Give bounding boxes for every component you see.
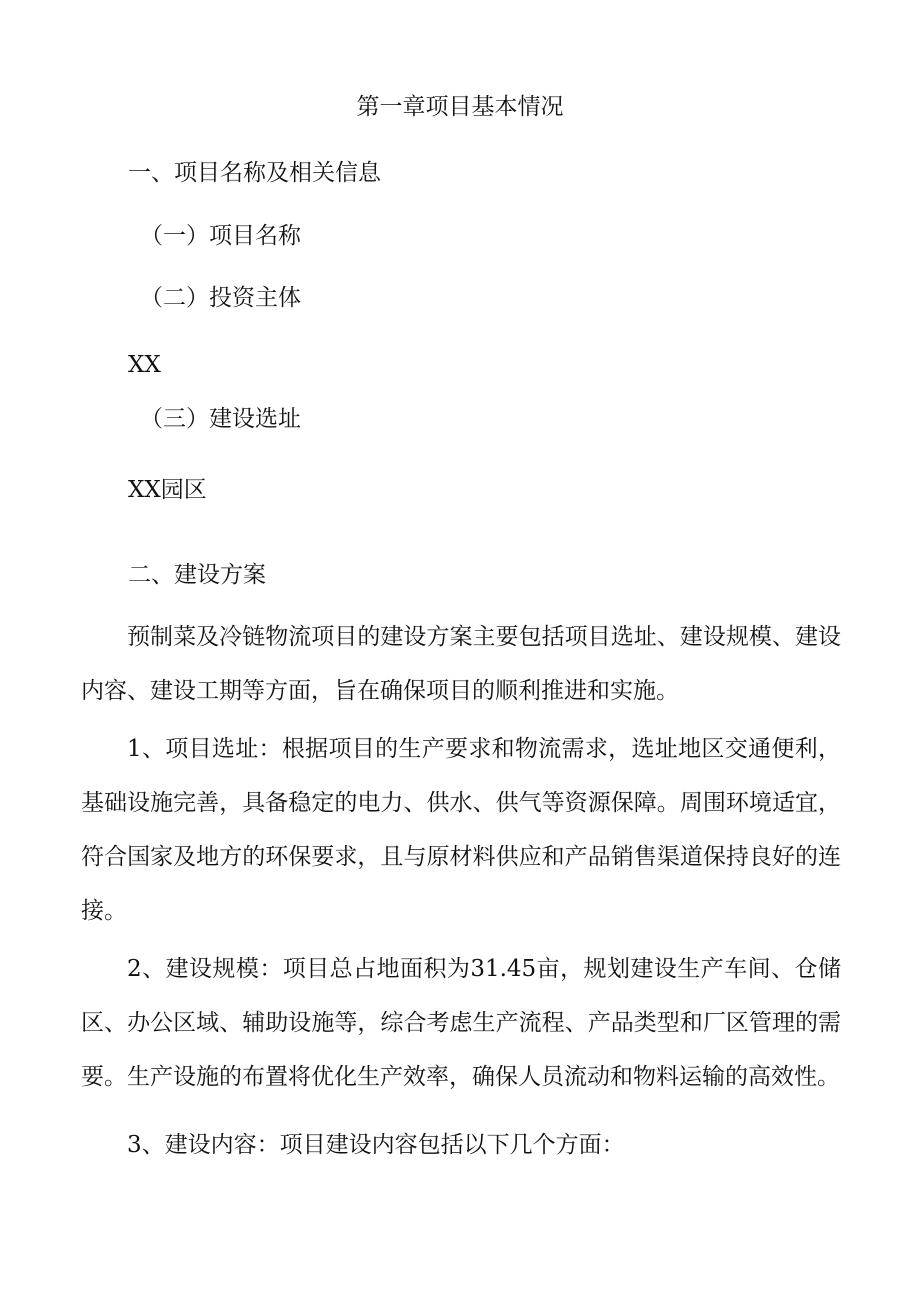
paragraph-construction-content: 3、建设内容：项目建设内容包括以下几个方面： [127, 1132, 625, 1158]
paragraph-construction-scale: 2、建设规模：项目总占地面积为31.45亩，规划建设生产车间、仓储区、办公区域、辅助设施等，综合考虑生产流程、产品类型和厂区管理的需要。生产设施的布置将优化生产效率，确保人员流动和物料运输的高效性。 [81, 956, 841, 1090]
subheading-site: （三）建设选址 [140, 406, 301, 432]
paragraph-site-selection: 1、项目选址：根据项目的生产要求和物流需求，选址地区交通便利，基础设施完善，具备稳定的电力、供水、供气等资源保障。周围环境适宜，符合国家及地方的环保要求，且与原材料供应和产品销售渠道保持良好的连接。 [81, 736, 841, 924]
paragraph-intro: 预制菜及冷链物流项目的建设方案主要包括项目选址、建设规模、建设内容、建设工期等方面，旨在确保项目的顺利推进和实施。 [81, 624, 841, 704]
section-heading-project-info: 一、项目名称及相关信息 [128, 160, 381, 186]
subheading-project-name: （一）项目名称 [140, 223, 301, 249]
site-value: XX园区 [128, 477, 207, 503]
subheading-investor: （二）投资主体 [140, 285, 301, 311]
section-heading-construction-plan: 二、建设方案 [128, 562, 266, 588]
chapter-title: 第一章项目基本情况 [356, 94, 564, 120]
investor-value: XX [128, 352, 161, 378]
